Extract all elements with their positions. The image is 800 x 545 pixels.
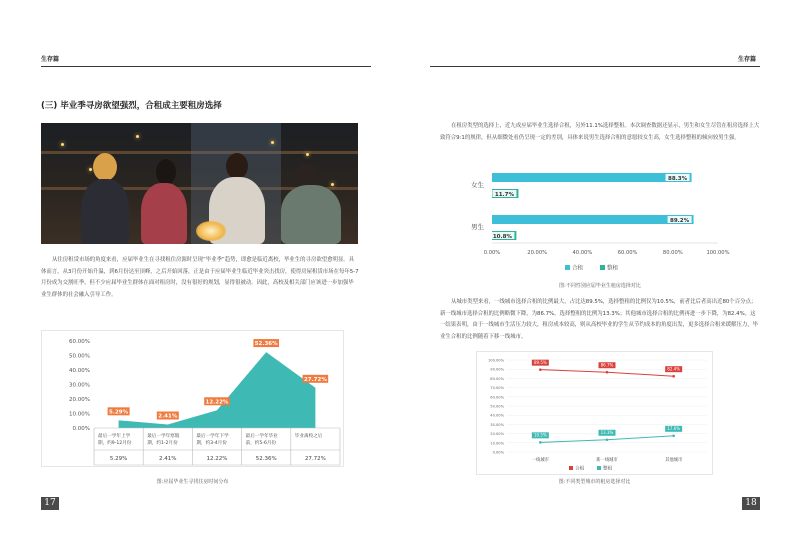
x-tick-label: 100.00% — [706, 250, 730, 256]
y-tick-label: 0.00% — [492, 450, 504, 455]
data-point — [672, 435, 675, 438]
data-point — [606, 371, 609, 374]
y-tick-label: 0.00% — [72, 426, 90, 432]
data-label: 12.22% — [205, 399, 229, 406]
y-tick-label: 80.00% — [490, 376, 504, 381]
right-header-rule — [430, 66, 760, 67]
data-label: 88.3% — [668, 175, 688, 182]
right-paragraph-2: 从城市类型来看，一线城市选择合租的比例最大，占比达89.5%，选择整租的比例仅为10.5%，前者比后者高出近80个百分点；新一线城市选择合租的比例略微下降，为86.7%，选择整租的比例为13.3%；其他城市选择合租的比例再进一步下降，为82.4%。这一结果表明，由于一线城市生活压力较大，租房成本较高，则从高校毕业的学生从节约成本的角度出发，更多选择合租来缓解压力，毕业生合租的比例随着下移一线城市。 — [440, 299, 759, 340]
x-tick-label: 40.00% — [572, 250, 593, 256]
data-label: 5.29% — [109, 409, 129, 416]
x-tick-label: 20.00% — [527, 250, 548, 256]
data-point — [539, 441, 542, 444]
legend-swatch — [569, 466, 573, 470]
data-label: 89.2% — [670, 217, 690, 224]
category-label: 男生 — [471, 223, 484, 231]
left-header-rule — [41, 66, 371, 67]
x-category-label: 前，约5-6月份 — [245, 441, 277, 446]
x-tick-label: 其他城市 — [665, 458, 683, 463]
data-label: 10.5% — [533, 432, 547, 438]
x-category-label: 最后一学年寒假 — [147, 434, 180, 439]
area-chart-frame — [41, 330, 344, 467]
data-label: 13.3% — [600, 430, 614, 436]
y-tick-label: 10.00% — [490, 441, 504, 446]
x-category-label: 毕业离校之后 — [294, 434, 323, 439]
data-label: 89.5% — [533, 360, 547, 366]
data-label: 82.4% — [667, 366, 681, 372]
y-tick-label: 40.00% — [490, 413, 504, 418]
x-category-label: 期，约1-2月份 — [147, 441, 178, 446]
x-category-label: 最后一学年下学 — [196, 434, 229, 439]
right-page-number: 18 — [742, 497, 760, 510]
y-tick-label: 70.00% — [490, 386, 504, 391]
x-tick-label: 新一线城市 — [596, 458, 618, 463]
area-chart-caption: 图:应届毕业生寻找住房时间分布 — [156, 479, 229, 485]
legend-label: 整租 — [607, 265, 619, 272]
table-value: 2.41% — [159, 456, 177, 462]
left-paragraph: 从住房租赁市场的角度来看，应届毕业生在寻找租住房源时呈现“毕业季”趋势，即愈是临近离校，毕业生的寻房欲望愈明显。具体而言，从3月份开始升温，到6月份达至顶峰，之后开始回落，正是由于应届毕业生临近毕业突击找房，使得房屋租赁市场在每年5-7月份成为交割旺季，但不少应届毕业生群体在面对租房时，没有很好的规划，显得很被动。因此，高校及相关部门应该进一步加强毕业生群体的社会融入引导工作。 — [41, 257, 359, 298]
y-tick-label: 10.00% — [69, 411, 90, 418]
students-photo — [41, 123, 358, 244]
data-label: 86.7% — [600, 362, 614, 368]
left-page-number: 17 — [41, 497, 59, 510]
data-point — [606, 438, 609, 441]
area-series — [119, 352, 316, 428]
data-point — [672, 375, 675, 378]
line-chart-frame — [476, 351, 713, 475]
x-tick-label: 80.00% — [662, 250, 683, 256]
city-line-chart — [477, 352, 714, 476]
x-category-label: 期，约3-4月份 — [196, 441, 227, 446]
x-tick-label: 一线城市 — [531, 458, 549, 463]
y-tick-label: 30.00% — [490, 422, 504, 427]
table-value: 5.29% — [109, 456, 128, 462]
bar — [492, 215, 694, 224]
legend-swatch — [597, 466, 601, 470]
section-title: (三) 毕业季寻房欲望强烈，合租成主要租房选择 — [41, 101, 222, 111]
gender-bar-chart — [440, 163, 760, 281]
table-value: 52.36% — [255, 456, 277, 462]
left-header: 生存篇 — [41, 56, 60, 63]
table-value: 27.72% — [304, 456, 326, 462]
y-tick-label: 60.00% — [69, 339, 90, 345]
y-tick-label: 50.00% — [69, 353, 90, 360]
line-chart-caption: 图:不同类型城市的租房选择对比 — [558, 479, 631, 485]
bar — [492, 173, 692, 182]
category-label: 女生 — [471, 181, 484, 189]
x-category-label: 期，约9-12月份 — [98, 441, 132, 446]
y-tick-label: 100.00% — [488, 358, 504, 363]
legend-swatch — [600, 265, 605, 270]
y-tick-label: 20.00% — [69, 397, 90, 403]
y-tick-label: 30.00% — [69, 382, 90, 389]
data-label: 11.7% — [494, 191, 514, 198]
legend-label: 合租 — [572, 265, 584, 272]
x-tick-label: 0.00% — [483, 250, 501, 256]
data-label: 27.72% — [303, 376, 327, 383]
data-label: 17.6% — [667, 426, 681, 432]
y-tick-label: 20.00% — [490, 432, 504, 437]
y-tick-label: 60.00% — [490, 395, 504, 400]
x-tick-label: 60.00% — [617, 250, 638, 256]
area-chart — [42, 331, 345, 468]
y-tick-label: 50.00% — [490, 404, 504, 409]
right-header: 生存篇 — [738, 56, 757, 63]
x-category-label: 最后一学年上学 — [98, 434, 131, 439]
y-tick-label: 90.00% — [490, 367, 504, 372]
legend-label: 合租 — [575, 466, 585, 472]
y-tick-label: 40.00% — [69, 368, 90, 374]
legend-label: 整租 — [603, 466, 613, 472]
data-label: 52.36% — [254, 341, 278, 348]
bar-chart-caption: 图:不同性别应届毕业生租房选择对比 — [559, 283, 641, 289]
data-point — [539, 368, 542, 371]
data-label: 10.8% — [492, 233, 512, 240]
right-paragraph-1: 在租房类型的选择上，近九成应届毕业生选择合租，另外11.1%选择整租。本次调查数据还显示，男生和女生尽管在租房选择上大致符合9:1的规律，但从细微处看仍呈现一定的差别，具体来说男生选择合租的意愿较女生高，女生选择整租的倾向较男生强。 — [440, 123, 760, 141]
x-category-label: 最后一学年毕业 — [245, 434, 278, 439]
legend-swatch — [565, 265, 570, 270]
data-label: 2.41% — [158, 413, 178, 420]
table-value: 12.22% — [206, 456, 228, 462]
